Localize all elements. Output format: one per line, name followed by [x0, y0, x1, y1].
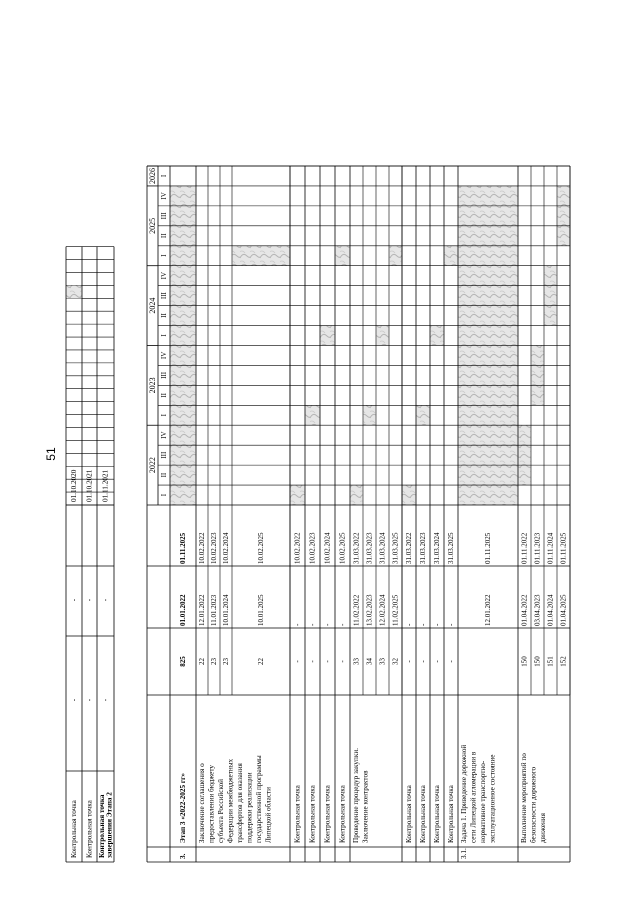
cell-value: - [338, 660, 347, 663]
cell-value: 151 [546, 656, 555, 667]
row-label: Липецкой области [264, 787, 273, 843]
start-date: 10.01.2025 [257, 594, 265, 626]
start-date: 11.02.2022 [352, 594, 361, 626]
cell-value: 22 [257, 658, 265, 665]
end-date: 31.03.2022 [352, 532, 361, 564]
end-date: 31.03.2025 [391, 532, 400, 564]
gantt-mark [459, 306, 518, 326]
end-date: 10.02.2022 [293, 532, 302, 564]
cell-value: - [70, 698, 78, 702]
start-date: 12.01.2022 [484, 594, 492, 626]
gantt-mark [171, 465, 196, 485]
gantt-mark [171, 186, 196, 206]
gantt-mark [171, 226, 196, 246]
gantt-mark [459, 425, 518, 445]
quarter-header: IV [160, 431, 168, 439]
cell-value: 32 [391, 658, 400, 665]
quarter-header: IV [160, 351, 168, 360]
start-date: 01.04.2024 [546, 594, 555, 626]
gantt-mark [558, 206, 570, 226]
gantt-mark [558, 186, 570, 206]
row-label: Контрольная точка [70, 800, 78, 858]
gantt-mark [171, 365, 196, 385]
gantt-mark [519, 425, 531, 445]
gantt-mark [519, 465, 531, 485]
date-value: 01.10.2021 [85, 469, 94, 502]
cell-value: 23 [210, 658, 218, 665]
gantt-mark [364, 405, 376, 425]
quarter-header: I [160, 174, 168, 178]
gantt-mark [459, 445, 518, 465]
row-label: Контрольная точка [85, 800, 94, 858]
cell-value: - [293, 660, 302, 663]
end-date: 10.02.2024 [222, 532, 230, 564]
quarter-header: II [160, 313, 168, 318]
gantt-mark [171, 425, 196, 445]
row-label: Заключение соглашения о [198, 763, 206, 843]
start-date: - [447, 623, 455, 626]
gantt-mark [459, 385, 518, 405]
quarter-header: IV [160, 192, 168, 200]
start-date: 03.04.2023 [533, 594, 542, 626]
start-date: 01.04.2025 [559, 594, 568, 626]
start-date: 01.01.2022 [179, 594, 187, 626]
gantt-mark [459, 186, 518, 206]
gantt-mark [171, 345, 196, 365]
row-label: эксплуатационное состояние [488, 754, 497, 843]
gantt-mark [532, 345, 544, 365]
year-header: 2024 [148, 297, 157, 314]
row-label: Заключение контрактов [361, 770, 370, 843]
cell-value: 150 [520, 656, 529, 667]
start-date: - [433, 623, 441, 626]
gantt-mark [171, 206, 196, 226]
gantt-mark [459, 286, 518, 306]
cell-value: - [70, 598, 78, 602]
end-date: 01.11.2025 [484, 532, 492, 564]
start-date: 12.02.2024 [378, 594, 387, 626]
page-number: 51 [44, 447, 58, 461]
row-label: Контрольная точка [419, 785, 427, 843]
gantt-mark [545, 286, 557, 306]
gantt-mark [459, 465, 518, 485]
cell-value: - [419, 660, 427, 663]
start-date: 13.02.2023 [365, 594, 374, 626]
gantt-mark [306, 405, 320, 425]
gantt-mark [291, 485, 305, 505]
row-label: Проведение процедур закупки. [352, 748, 360, 843]
gantt-mark [390, 246, 402, 266]
start-date: 11.01.2023 [210, 594, 218, 626]
end-date: 31.03.2022 [405, 532, 413, 564]
gantt-mark [459, 485, 518, 505]
row-label: сети Липецкой агломерации в [469, 751, 478, 843]
gantt-mark [403, 485, 416, 505]
year-header: 2023 [148, 377, 157, 394]
row-label: Контрольная точка [308, 785, 317, 843]
gantt-mark [233, 246, 290, 266]
row-label: безопасности дорожного [529, 766, 538, 843]
end-date: 31.03.2024 [433, 532, 441, 564]
row-label: трансфертов для оказания [236, 763, 244, 843]
row-label: Контрольная точка [293, 785, 302, 843]
gantt-mark [459, 345, 518, 365]
row-label: поддержки реализации [245, 772, 254, 843]
top-table [66, 247, 114, 862]
cell-value: 22 [198, 658, 206, 665]
row-label: Контрольная точка [405, 785, 413, 843]
end-date: 01.11.2022 [520, 532, 529, 564]
gantt-mark [351, 485, 363, 505]
start-date: 10.01.2024 [222, 594, 230, 626]
row-label: Выполнение мероприятий по [520, 753, 528, 843]
quarter-header: III [160, 212, 168, 220]
row-number: 3.1. [460, 848, 468, 859]
gantt-mark [171, 246, 196, 266]
start-date: - [308, 623, 317, 626]
cell-value: 23 [222, 658, 230, 665]
end-date: 10.02.2023 [308, 532, 317, 564]
gantt-mark [545, 306, 557, 326]
end-date: 31.03.2025 [447, 532, 455, 564]
end-date: 01.11.2024 [546, 532, 555, 564]
gantt-mark [445, 246, 458, 266]
gantt-mark [171, 286, 196, 306]
gantt-mark [171, 405, 196, 425]
row-label: Контрольная точка [338, 785, 347, 843]
end-date: 01.11.2025 [559, 532, 568, 564]
end-date: 10.02.2023 [210, 532, 218, 564]
gantt-mark [431, 326, 444, 346]
end-date: 10.02.2025 [257, 532, 265, 564]
quarter-header: I [160, 254, 168, 257]
gantt-mark [336, 246, 350, 266]
row-label: государственной программы [255, 755, 263, 843]
gantt-mark [171, 445, 196, 465]
cell-value: 33 [378, 658, 387, 665]
cell-value: 825 [179, 656, 187, 667]
date-value: 01.11.2021 [101, 469, 110, 502]
main-table [147, 166, 570, 862]
end-date: 10.02.2022 [198, 532, 206, 564]
row-label: Задача 1. Приведение дорожной [460, 744, 468, 843]
year-header: 2026 [148, 167, 157, 184]
row-label: субъекта Российской [217, 778, 225, 843]
start-date: 01.04.2022 [520, 594, 529, 626]
start-date: - [293, 623, 302, 626]
quarter-header: IV [160, 271, 168, 280]
quarter-header: III [160, 451, 168, 459]
gantt-mark [459, 326, 518, 346]
gantt-mark [67, 285, 82, 298]
date-value: 01.10.2020 [70, 469, 78, 502]
gantt-mark [377, 326, 389, 346]
quarter-header: I [160, 414, 168, 417]
row-label: Контрольная точка [98, 794, 106, 858]
year-header: 2022 [148, 457, 157, 474]
gantt-mark [459, 246, 518, 266]
end-date: 31.03.2023 [365, 532, 374, 564]
row-label: Контрольная точка [323, 785, 332, 843]
gantt-mark [459, 206, 518, 226]
gantt-mark [558, 226, 570, 246]
row-label: Контрольная точка [447, 785, 455, 843]
end-date: 01.11.2023 [533, 532, 542, 564]
row-label: завершения Этапа 2 [105, 792, 114, 858]
gantt-mark [171, 326, 196, 346]
gantt-mark [321, 326, 335, 346]
cell-value: - [308, 660, 317, 663]
quarter-header: I [160, 493, 168, 497]
start-date: 11.02.2025 [391, 594, 400, 626]
end-date: 31.03.2024 [378, 532, 387, 564]
quarter-header: II [160, 392, 168, 398]
row-label: Контрольная точка [433, 785, 441, 843]
gantt-mark [459, 226, 518, 246]
quarter-header: II [160, 472, 168, 478]
cell-value: 34 [365, 658, 374, 665]
end-date: 01.11.2025 [179, 532, 187, 564]
start-date: - [338, 623, 347, 626]
end-date: 10.02.2025 [338, 532, 347, 564]
end-date: 31.03.2023 [419, 532, 427, 564]
cell-value: 152 [559, 656, 568, 667]
gantt-mark [171, 266, 196, 286]
cell-value: - [405, 660, 413, 663]
end-date: 10.02.2024 [323, 532, 332, 564]
gantt-mark [171, 385, 196, 405]
year-header: 2025 [148, 217, 157, 234]
cell-value: - [85, 698, 94, 702]
gantt-mark [459, 405, 518, 425]
gantt-mark [171, 485, 196, 505]
gantt-mark [459, 266, 518, 286]
quarter-header: I [160, 334, 168, 337]
cell-value: 150 [533, 656, 542, 667]
row-number: 3. [179, 853, 187, 859]
cell-value: - [101, 698, 110, 702]
start-date: - [419, 623, 427, 626]
row-label: движения [539, 813, 547, 843]
cell-value: - [85, 598, 94, 602]
cell-value: - [433, 660, 441, 663]
gantt-mark [171, 306, 196, 326]
row-label: нормативное транспортно- [479, 760, 487, 843]
row-label: предоставлении бюджету [207, 764, 216, 843]
quarter-header: III [160, 292, 168, 300]
gantt-mark [459, 365, 518, 385]
quarter-header: II [160, 233, 168, 239]
gantt-mark [532, 385, 544, 405]
cell-value: - [101, 598, 110, 602]
row-label: Федерации межбюджетных [226, 758, 235, 843]
cell-value: 33 [352, 658, 361, 665]
start-date: - [323, 623, 332, 626]
gantt-mark [545, 266, 557, 286]
quarter-header: III [160, 371, 168, 379]
start-date: - [405, 623, 413, 626]
gantt-mark [532, 365, 544, 385]
cell-value: - [323, 660, 332, 663]
row-label: Этап 3 «2022-2025 гг» [179, 773, 187, 843]
gantt-mark [417, 405, 430, 425]
cell-value: - [447, 660, 455, 663]
gantt-mark [519, 445, 531, 465]
start-date: 12.01.2022 [198, 594, 206, 626]
